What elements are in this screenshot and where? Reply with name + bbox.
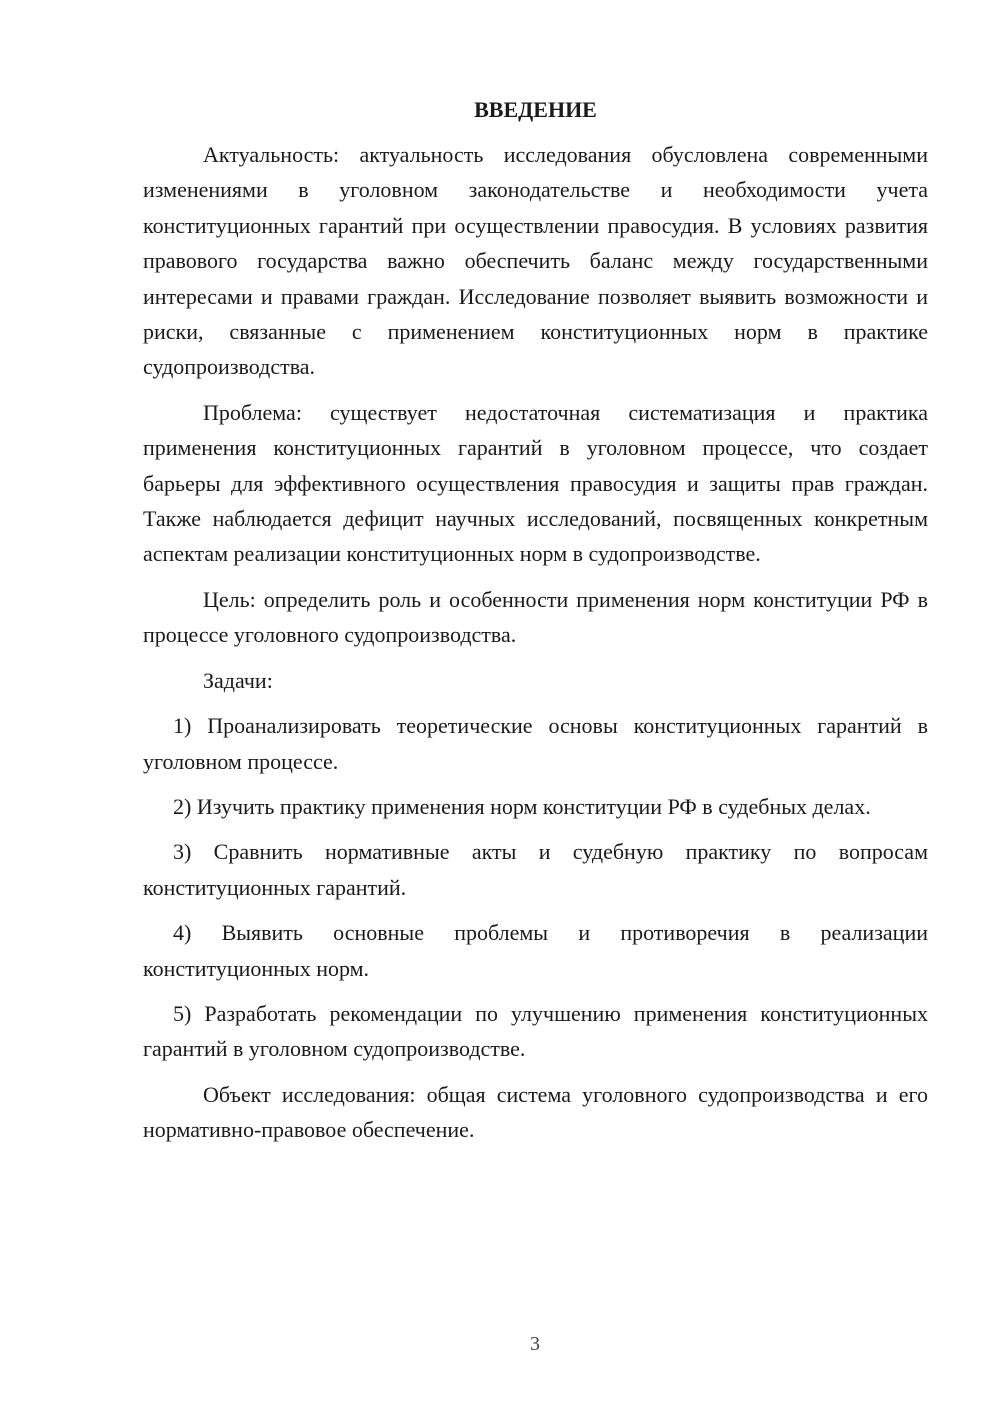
section-heading: ВВЕДЕНИЕ [474,97,597,122]
task-item-4: 4) Выявить основные проблемы и противоречия в реализации конституционных норм. [143,920,928,981]
task-item-5: 5) Разработать рекомендации по улучшению применения конституционных гарантий в уголовном судопроизводстве. [143,1000,928,1062]
document-body [143,95,928,1158]
page-number: 3 [530,1333,540,1355]
task-item-2: 2) Изучить практику применения норм конституции РФ в судебных делах. [173,793,871,819]
task-item-3: 3) Сравнить нормативные акты и судебную практику по вопросам конституционных гарантий. [143,839,928,900]
paragraph-problem: Проблема: существует недостаточная систематизация и практика применения конституционных гарантий в уголовном процессе, что создает барьеры для эффективного осуществления правосудия и защиты прав граждан. Также наблюдается дефицит научных исследований, посвященных конкретным аспектам реализации конституционных норм в судопроизводстве. [143,399,928,567]
paragraph-object: Объект исследования: общая система уголовного судопроизводства и его нормативно-правовое обеспечение. [143,1081,928,1143]
task-item-1: 1) Проанализировать теоретические основы конституционных гарантий в уголовном процессе. [143,713,928,774]
paragraph-relevance: Актуальность: актуальность исследования обусловлена современными изменениями в уголовном законодательстве и необходимости учета конституционных гарантий при осуществлении правосудия. В условиях развития правового государства важно обеспечить баланс между государственными интересами и правами граждан. Исследование позволяет выявить возможности и риски, связанные с применением конституционных норм в практике судопроизводства. [143,142,928,380]
paragraph-tasks-heading: Задачи: [203,667,273,693]
paragraph-goal: Цель: определить роль и особенности применения норм конституции РФ в процессе уголовного судопроизводства. [143,586,928,648]
